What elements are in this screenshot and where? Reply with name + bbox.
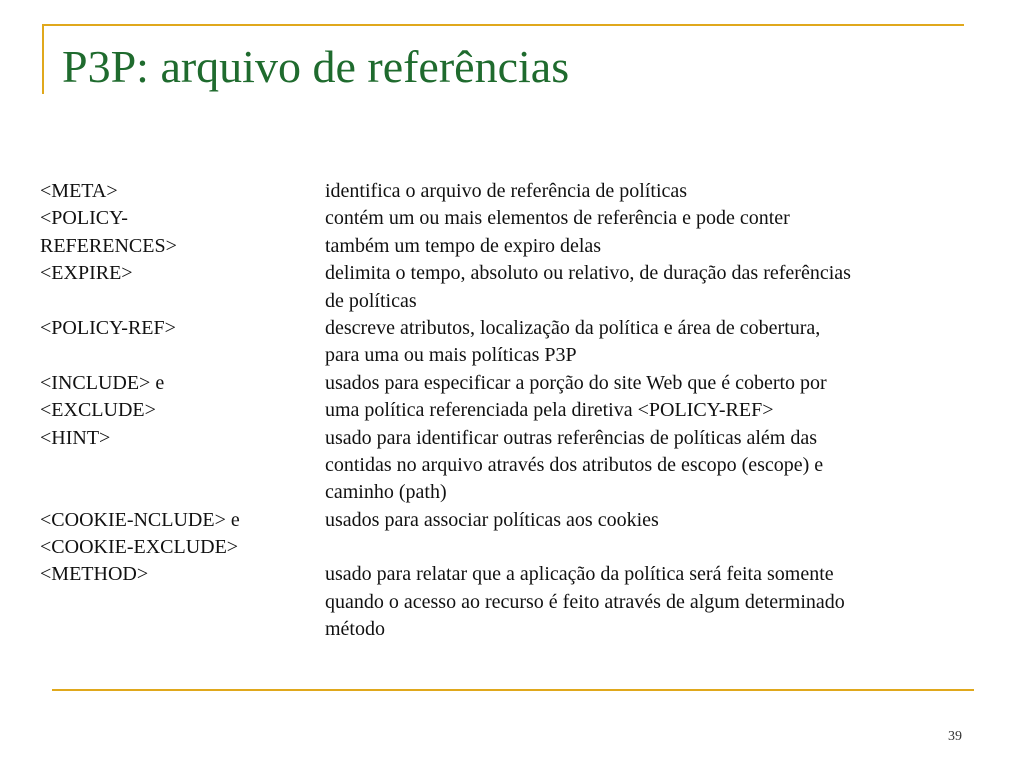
slide-title: P3P: arquivo de referências <box>62 41 570 92</box>
description-line: para uma ou mais políticas P3P <box>325 344 577 367</box>
description-line: identifica o arquivo de referência de políticas <box>325 180 688 202</box>
element-description <box>325 561 980 643</box>
table-row <box>40 507 980 562</box>
description-line: contidas no arquivo através dos atributos de escopo (escope) e <box>325 453 824 476</box>
element-name-line: <INCLUDE> e <box>40 371 165 394</box>
element-description <box>325 425 980 507</box>
description-line: contém um ou mais elementos de referência e pode conter <box>325 207 790 230</box>
element-description <box>325 205 980 260</box>
table-row <box>40 178 980 205</box>
element-name-line: <META> <box>40 180 118 202</box>
table-row <box>40 425 980 507</box>
element-name-line: <METHOD> <box>40 563 149 586</box>
element-name <box>40 370 325 425</box>
element-name <box>40 315 325 342</box>
element-name-line: <HINT> <box>40 426 111 449</box>
description-line: usado para relatar que a aplicação da política será feita somente <box>325 563 834 586</box>
element-description <box>325 315 980 370</box>
element-name-line: <EXPIRE> <box>40 262 133 285</box>
description-line: uma política referenciada pela diretiva <POLICY-REF> <box>325 399 774 422</box>
description-line: usados para especificar a porção do site Web que é coberto por <box>325 371 827 394</box>
description-line: delimita o tempo, absoluto ou relativo, de duração das referências <box>325 262 851 285</box>
element-name <box>40 205 325 260</box>
element-description <box>325 507 980 534</box>
element-name <box>40 507 325 562</box>
description-line: quando o acesso ao recurso é feito através de algum determinado <box>325 590 845 613</box>
left-accent-rule <box>42 24 44 94</box>
element-name <box>40 178 325 205</box>
description-line: caminho (path) <box>325 481 447 504</box>
description-line: descreve atributos, localização da política e área de cobertura, <box>325 316 821 339</box>
element-name-line: <POLICY- <box>40 207 128 230</box>
element-name-line: REFERENCES> <box>40 234 177 257</box>
description-line: método <box>325 618 385 641</box>
table-row <box>40 205 980 260</box>
element-name-line: <COOKIE-NCLUDE> e <box>40 508 240 531</box>
element-description <box>325 260 980 315</box>
table-row <box>40 370 980 425</box>
page-number: 39 <box>948 729 962 744</box>
element-name <box>40 425 325 452</box>
element-name-line: <POLICY-REF> <box>40 316 176 339</box>
description-line: usado para identificar outras referências de políticas além das <box>325 426 818 449</box>
element-name-line: <EXCLUDE> <box>40 399 156 422</box>
element-description <box>325 370 980 425</box>
table-row <box>40 315 980 370</box>
table-row <box>40 561 980 643</box>
description-line: também um tempo de expiro delas <box>325 234 602 257</box>
reference-table <box>40 178 980 644</box>
bottom-accent-rule <box>52 689 974 691</box>
element-name-line: <COOKIE-EXCLUDE> <box>40 536 239 559</box>
table-row <box>40 260 980 315</box>
element-description <box>325 178 980 205</box>
description-line: usados para associar políticas aos cookies <box>325 508 659 531</box>
top-accent-rule <box>42 24 964 26</box>
element-name <box>40 260 325 287</box>
description-line: de políticas <box>325 289 417 312</box>
element-name <box>40 561 325 588</box>
